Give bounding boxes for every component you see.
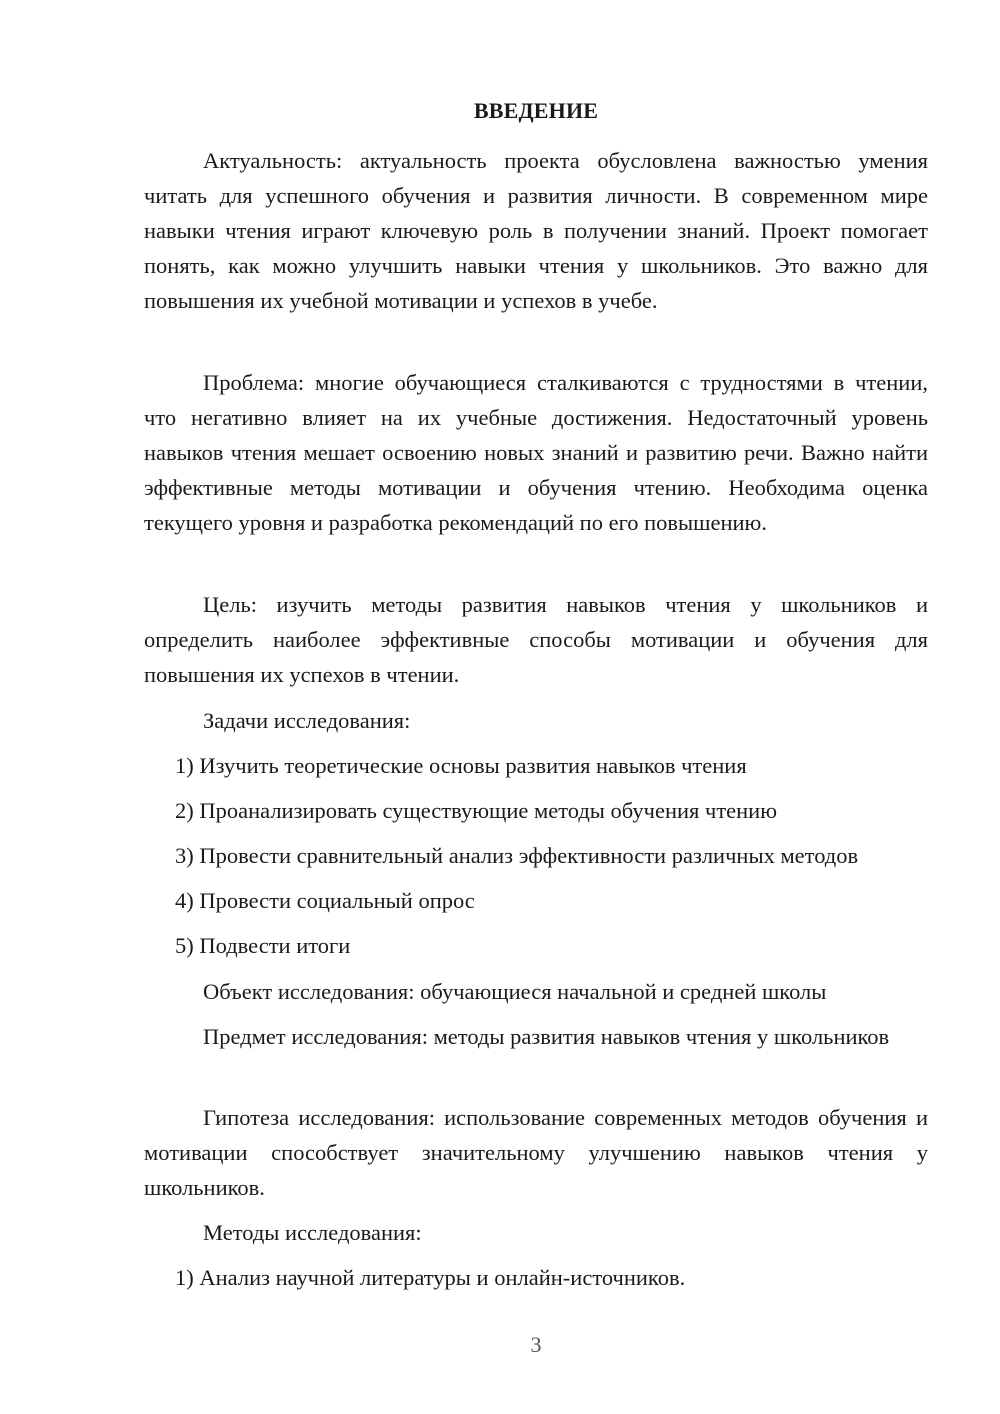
tasks-heading: Задачи исследования: — [203, 708, 411, 733]
page-number: 3 — [530, 1332, 542, 1357]
task-item: 3) Провести сравнительный анализ эффективности различных методов — [175, 843, 859, 868]
research-subject: Предмет исследования: методы развития навыков чтения у школьников — [203, 1024, 890, 1049]
task-item: 4) Провести социальный опрос — [175, 888, 475, 913]
task-item: 5) Подвести итоги — [175, 933, 351, 958]
methods-heading: Методы исследования: — [203, 1220, 422, 1245]
method-item: 1) Анализ научной литературы и онлайн-источников. — [175, 1265, 686, 1290]
research-hypothesis: Гипотеза исследования: использование современных методов обучения и мотивации способствует значительному улучшению навыков чтения у школьников. — [144, 1105, 928, 1200]
task-item: 1) Изучить теоретические основы развития навыков чтения — [175, 753, 747, 778]
task-item: 2) Проанализировать существующие методы обучения чтению — [175, 798, 778, 823]
relevance-paragraph: Актуальность: актуальность проекта обусловлена важностью умения читать для успешного обучения и развития личности. В современном мире навыки чтения играют ключевую роль в получении знаний. Проект помогает понять, как можно улучшить навыки чтения у школьников. Это важно для повышения их учебной мотивации и успехов в учебе. — [144, 148, 928, 313]
research-object: Объект исследования: обучающиеся начальной и средней школы — [203, 979, 827, 1004]
problem-paragraph: Проблема: многие обучающиеся сталкиваются с трудностями в чтении, что негативно влияет на их учебные достижения. Недостаточный уровень навыков чтения мешает освоению новых знаний и развитию речи. Важно найти эффективные методы мотивации и обучения чтению. Необходима оценка текущего уровня и разработка рекомендаций по его повышению. — [144, 370, 928, 535]
goal-paragraph: Цель: изучить методы развития навыков чтения у школьников и определить наиболее эффективные способы мотивации и обучения для повышения их успехов в чтении. — [144, 592, 928, 687]
section-title: ВВЕДЕНИЕ — [473, 98, 599, 123]
